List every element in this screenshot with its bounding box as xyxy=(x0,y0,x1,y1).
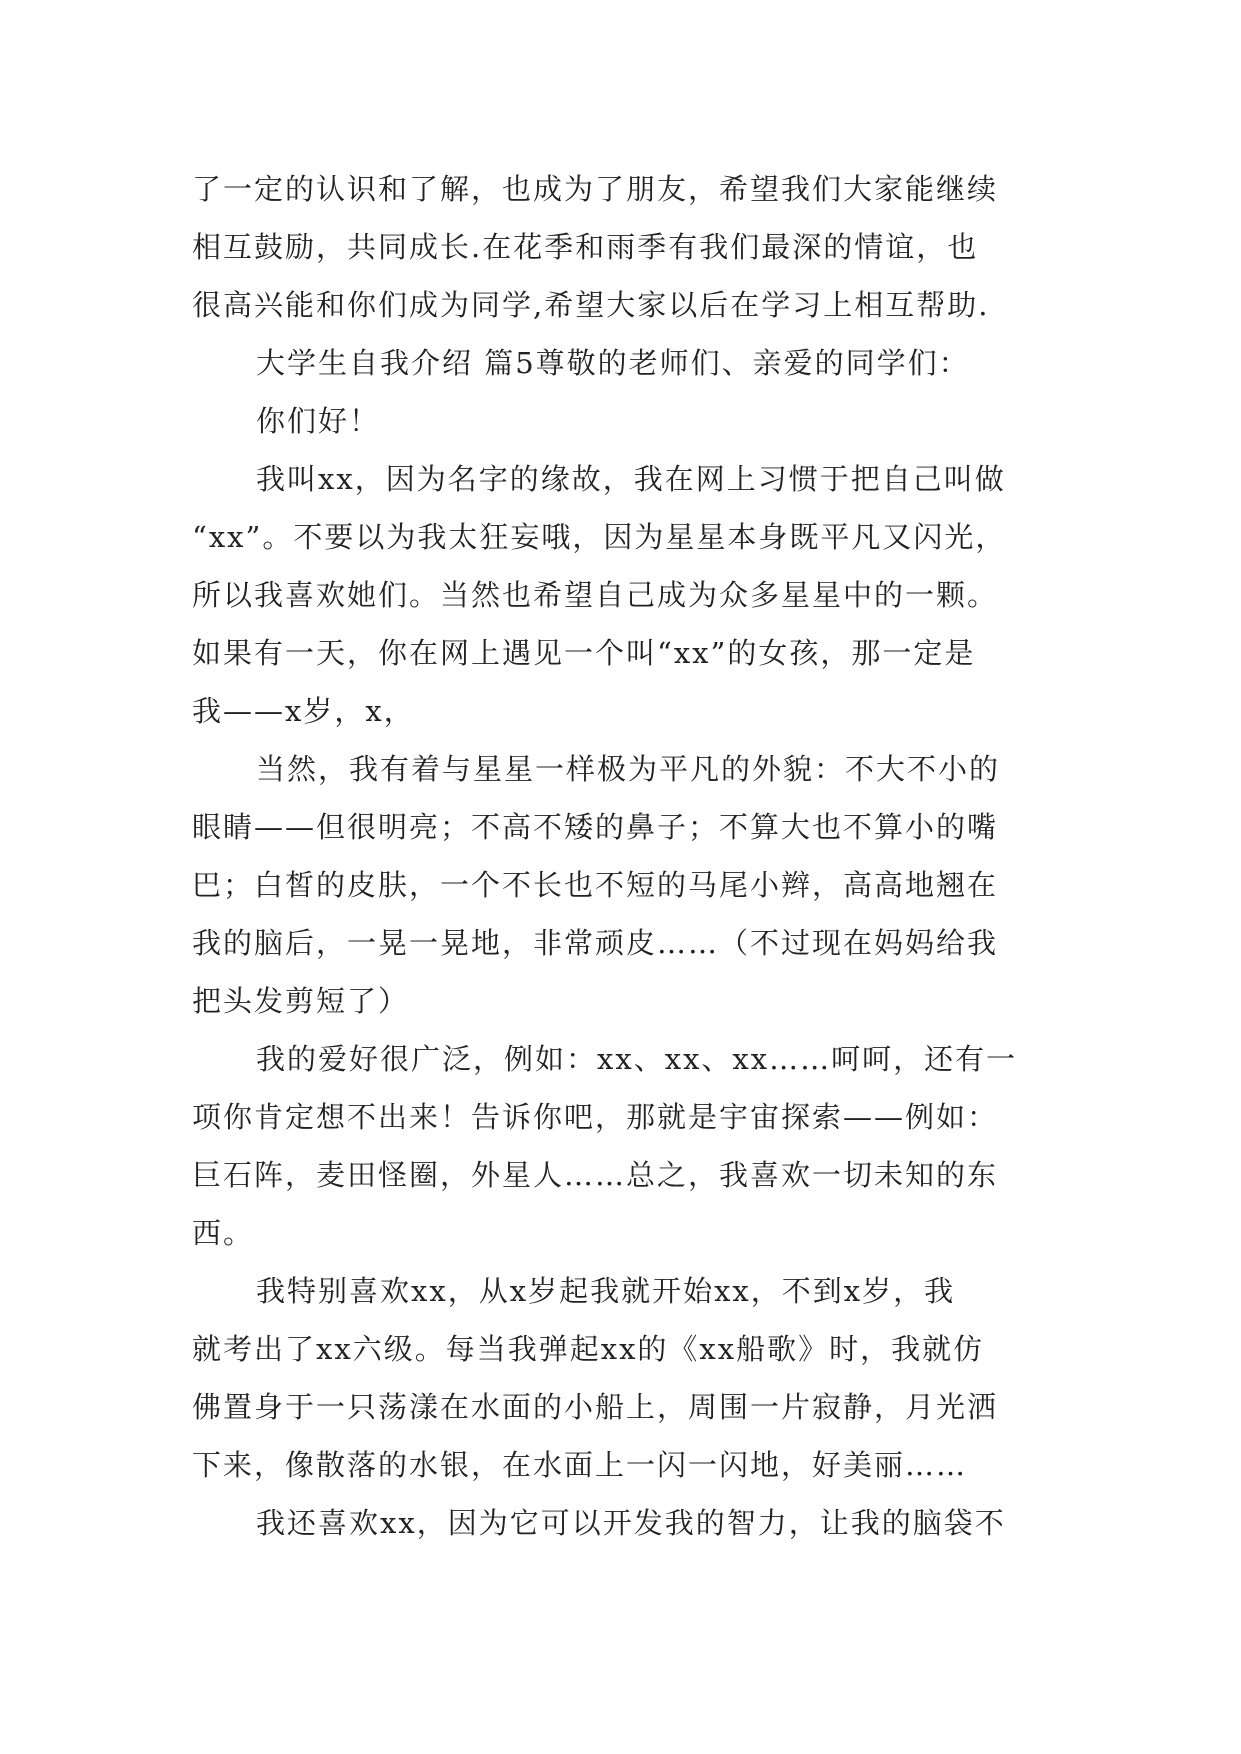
text-line: 把头发剪短了） xyxy=(192,984,410,1018)
text-line: 大学生自我介绍 篇5尊敬的老师们、亲爱的同学们： xyxy=(256,346,970,380)
text-line: 所以我喜欢她们。当然也希望自己成为众多星星中的一颗。 xyxy=(192,578,999,612)
text-line: 巴；白皙的皮肤，一个不长也不短的马尾小辫，高高地翘在 xyxy=(192,868,999,902)
text-line: 我特别喜欢xx，从x岁起我就开始xx，不到x岁，我 xyxy=(256,1274,956,1308)
body-text xyxy=(192,160,1072,1552)
text-line: 我的脑后，一晃一晃地，非常顽皮……（不过现在妈妈给我 xyxy=(192,926,999,960)
text-line: 巨石阵，麦田怪圈，外星人……总之，我喜欢一切未知的东 xyxy=(192,1158,999,1192)
text-line: 当然，我有着与星星一样极为平凡的外貌：不大不小的 xyxy=(256,752,1001,786)
text-line: 就考出了xx六级。每当我弹起xx的《xx船歌》时，我就仿 xyxy=(192,1332,985,1366)
text-line: 下来，像散落的水银，在水面上一闪一闪地，好美丽…… xyxy=(192,1448,968,1482)
text-line: 西。 xyxy=(192,1216,255,1250)
text-line: 你们好！ xyxy=(256,404,381,438)
text-line: 我——x岁，x， xyxy=(192,694,415,728)
text-line: 相互鼓励，共同成长.在花季和雨季有我们最深的情谊，也 xyxy=(192,230,979,264)
text-line: 很高兴能和你们成为同学,希望大家以后在学习上相互帮助. xyxy=(192,288,990,322)
text-line: “xx”。不要以为我太狂妄哦，因为星星本身既平凡又闪光， xyxy=(192,520,1007,554)
text-line: 我的爱好很广泛，例如：xx、xx、xx……呵呵，还有一 xyxy=(256,1042,1018,1076)
text-line: 我还喜欢xx，因为它可以开发我的智力，让我的脑袋不 xyxy=(256,1506,1006,1540)
text-line: 如果有一天，你在网上遇见一个叫“xx”的女孩，那一定是 xyxy=(192,636,976,670)
text-line: 项你肯定想不出来！告诉你吧，那就是宇宙探索——例如： xyxy=(192,1100,999,1134)
text-line: 眼睛——但很明亮；不高不矮的鼻子；不算大也不算小的嘴 xyxy=(192,810,999,844)
text-line: 了一定的认识和了解，也成为了朋友，希望我们大家能继续 xyxy=(192,172,999,206)
text-line: 佛置身于一只荡漾在水面的小船上，周围一片寂静，月光洒 xyxy=(192,1390,999,1424)
text-line: 我叫xx，因为名字的缘故，我在网上习惯于把自己叫做 xyxy=(256,462,1006,496)
